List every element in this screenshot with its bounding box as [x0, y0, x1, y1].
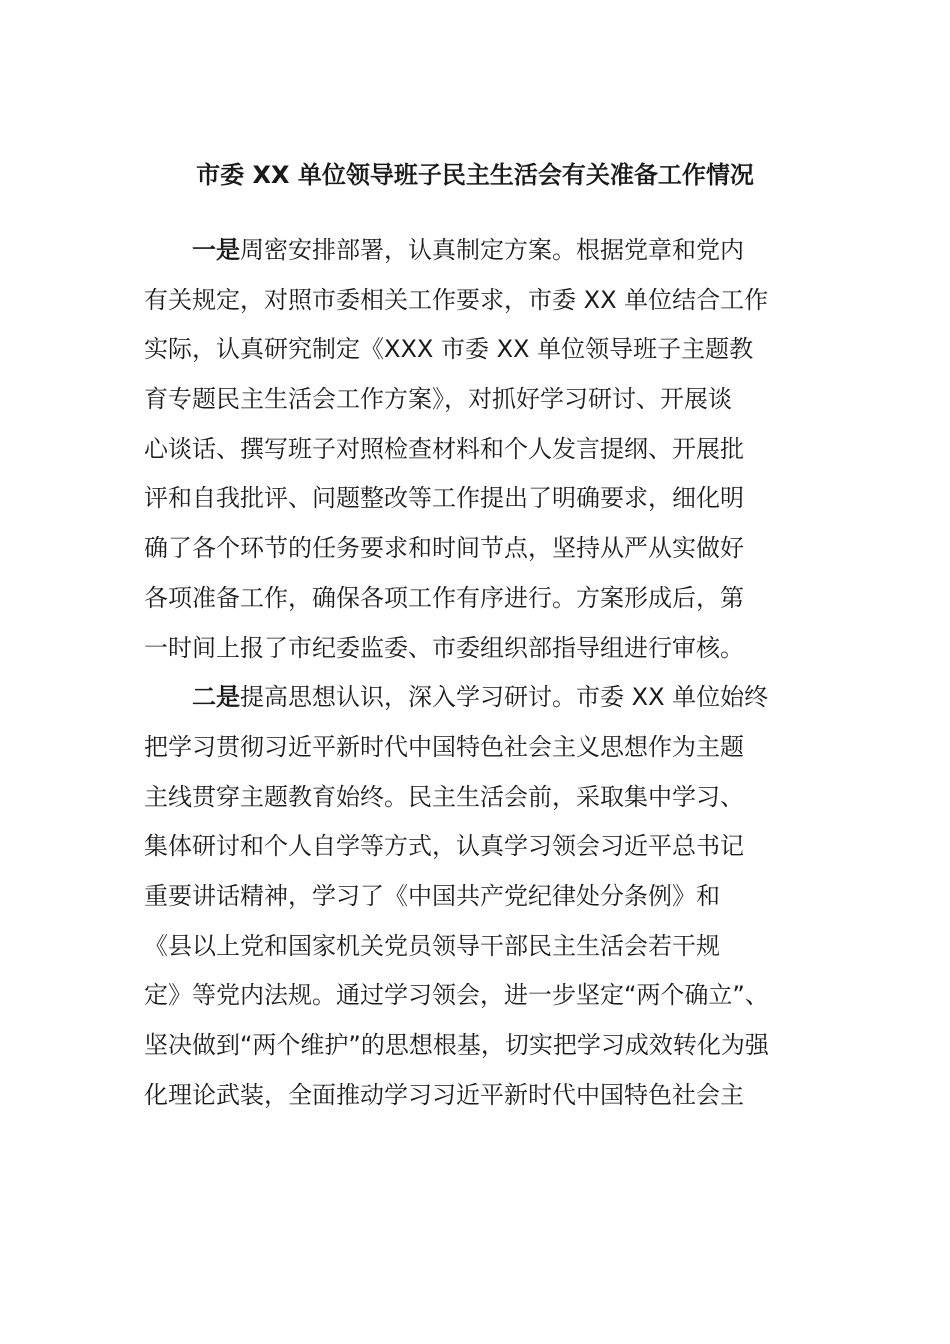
paragraph-2-line-1: 二是提高思想认识，深入学习研讨。市委 XX 单位始终 — [192, 683, 769, 712]
paragraph-2-line-8: 坚决做到“两个维护”的思想根基，切实把学习成效转化为强 — [144, 1031, 769, 1059]
paragraph-1-line-2: 有关规定，对照市委相关工作要求，市委 XX 单位结合工作 — [144, 285, 769, 314]
paragraph-2-lead: 二是 — [192, 683, 240, 712]
paragraph-1-lead: 一是 — [192, 236, 240, 264]
paragraph-1-line-8: 各项准备工作，确保各项工作有序进行。方案形成后，第 — [144, 583, 744, 612]
paragraph-2-line-4: 集体研讨和个人自学等方式，认真学习领会习近平总书记 — [144, 832, 744, 861]
paragraph-2-line-6: 《县以上党和国家机关党员领导干部民主生活会若干规 — [144, 931, 720, 960]
paragraph-2-line-2: 把学习贯彻习近平新时代中国特色社会主义思想作为主题 — [144, 732, 744, 761]
paragraph-1-line-1: 一是周密安排部署，认真制定方案。根据党章和党内 — [192, 236, 744, 264]
document-title: 市委 XX 单位领导班子民主生活会有关准备工作情况 — [196, 161, 754, 189]
paragraph-1-line-7: 确了各个环节的任务要求和时间节点，坚持从严从实做好 — [144, 534, 744, 563]
paragraph-1-line-6: 评和自我批评、问题整改等工作提出了明确要求，细化明 — [144, 484, 744, 513]
paragraph-2-line-9: 化理论武装，全面推动学习习近平新时代中国特色社会主 — [144, 1080, 744, 1109]
paragraph-1-line-4: 育专题民主生活会工作方案》，对抓好学习研讨、开展谈 — [144, 385, 732, 414]
paragraph-2-line-5: 重要讲话精神，学习了《中国共产党纪律处分条例》和 — [144, 881, 720, 910]
document-body — [144, 226, 806, 1120]
paragraph-1-line-5: 心谈话、撰写班子对照检查材料和个人发言提纲、开展批 — [144, 434, 744, 463]
paragraph-2-line-7: 定》等党内法规。通过学习领会，进一步坚定“两个确立”、 — [144, 981, 769, 1010]
paragraph-2-line-3: 主线贯穿主题教育始终。民主生活会前，采取集中学习、 — [144, 782, 744, 811]
paragraph-1-line-3: 实际，认真研究制定《XXX 市委 XX 单位领导班子主题教 — [144, 335, 754, 364]
paragraph-1-line-9: 一时间上报了市纪委监委、市委组织部指导组进行审核。 — [144, 633, 744, 662]
